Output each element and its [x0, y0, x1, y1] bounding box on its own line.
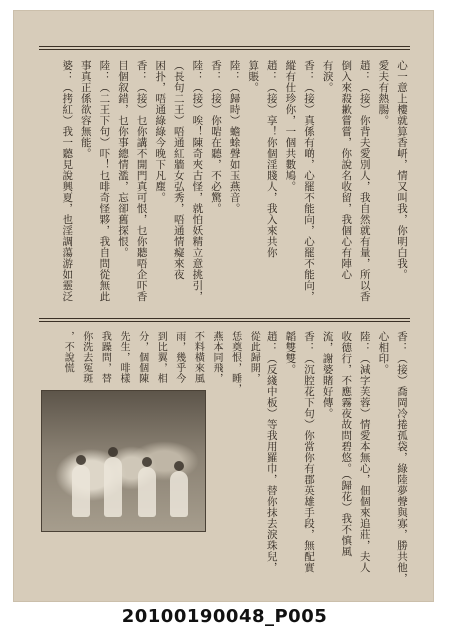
text-column: 陸：（二王下句）吓！乜啡奇怪夥，我自問從無此	[98, 60, 111, 302]
text-column: 燕本同飛，	[211, 331, 222, 384]
text-column: 雨，幾乎今	[173, 331, 185, 384]
text-column: 算賬。	[247, 60, 260, 93]
text-column: （長句二王）唔通紅牆女弘秀，唔通情癡來夜	[172, 60, 185, 280]
text-column: 香：（接）真係有啲，心罷不能向，心罷不能向，	[303, 60, 315, 302]
text-column: 趙：（接）你背夫愛別人，我自然就有量，所以香	[358, 60, 371, 302]
text-column: 陸：（減字芙蓉）情愛本無心，佃個來追莊，夫人	[358, 331, 371, 573]
text-column: 陸：（歸時）蟾蜍聲如玉燕音。	[228, 60, 241, 214]
text-column: 香：（接）你啱在聽，不必驚。	[210, 60, 222, 214]
text-column: 有淚。	[321, 60, 334, 93]
text-column: 困扑，唔通綠綠今晚下凡塵。	[154, 60, 167, 203]
text-column: 分，個個陳	[136, 331, 148, 384]
text-column: 婆：（拷紅）我一聽見說興夏，也淫調蕩游如靈泛	[61, 60, 74, 302]
text-column: 事真正係欲容無能。	[79, 60, 92, 159]
text-column: 陸：（接）唉！陳奇夾古怪，就怕妖精立意挑引，	[191, 60, 204, 302]
text-column: 不料橫來風	[192, 331, 204, 384]
text-column: ，不說慌	[62, 331, 74, 373]
archive-id-caption: 20100190048_P005	[121, 606, 328, 627]
text-column: 香：（沉腔花下句）你當你有郡英雄手段，無配實	[303, 331, 315, 573]
text-column: 到比翼，相	[155, 331, 167, 384]
text-column: 香：（接）喬岡冷捲孤袋，綠陸夢聲與寡，勝共他，	[396, 331, 408, 584]
text-column: 先生，啡樣	[118, 331, 129, 384]
text-column: 恁奠恨，睡，	[229, 331, 241, 394]
text-column: 流，謝婆賭好傳。	[321, 331, 334, 419]
text-column: 愛夫有熱腸。	[377, 60, 390, 126]
text-column: 目個叙錯，乜你事總情濫，忘卻舊探恨。	[117, 60, 129, 258]
text-column: 從此歸開，	[248, 331, 260, 384]
text-column: 縱有仕珍你，一個共數鳩。	[284, 60, 297, 192]
text-column: 韜雙雙。	[284, 331, 297, 375]
opera-stage-photo	[41, 390, 206, 532]
text-column: 心相印。	[377, 331, 390, 375]
text-column: 倒入來殺歉嘗嘗，你說名收留，我個心有陣心	[340, 60, 353, 280]
text-column: 趙：（接）享！你個淫賤人，我入來共你	[265, 60, 278, 258]
text-column: 收德行，不應霧夜故問碧悠。（歸花）我不慎風	[340, 331, 353, 557]
text-column: 趙：（反綫中板）等我用羅巾，替你抹去淚珠兒，	[265, 331, 278, 573]
top-double-rule	[39, 46, 410, 50]
upper-text-block	[37, 52, 412, 336]
text-column: 香：（接）乜你講不開門真可恨，乜你聽唔企吓香	[135, 60, 148, 302]
text-column: 我躁問，替	[99, 331, 111, 384]
text-column: 你洗去冤斑	[80, 331, 92, 384]
text-column: 心一意上樓就算香岍，情又叫我，你明白我。	[396, 60, 408, 280]
